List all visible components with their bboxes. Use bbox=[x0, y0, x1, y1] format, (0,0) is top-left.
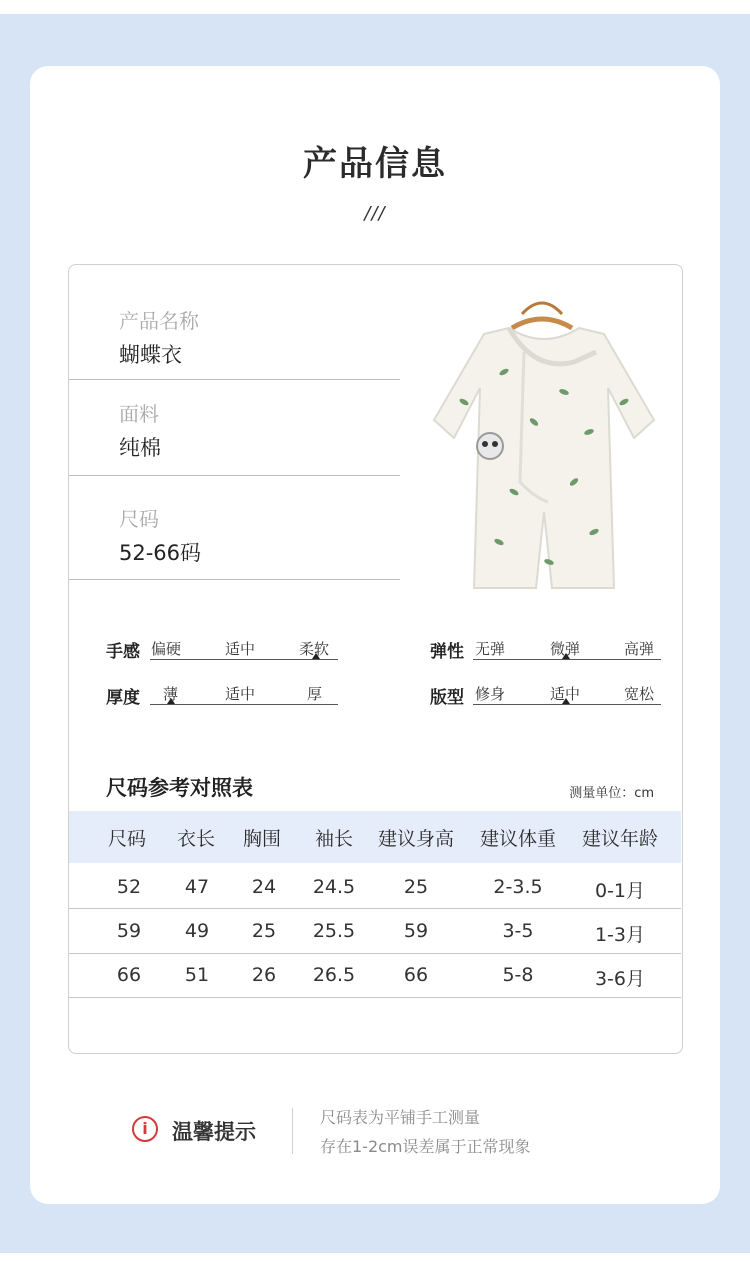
scale-option: 厚 bbox=[307, 685, 323, 703]
divider bbox=[69, 579, 400, 580]
table-cell: 25.5 bbox=[312, 920, 356, 942]
scale-option: 偏硬 bbox=[151, 640, 182, 658]
table-cell: 24 bbox=[251, 876, 277, 898]
product-name-label: 产品名称 bbox=[119, 309, 199, 333]
bottom-band bbox=[0, 1253, 750, 1261]
table-cell: 66 bbox=[403, 964, 429, 986]
scale-marker-fit bbox=[562, 698, 570, 704]
table-row-divider bbox=[69, 908, 681, 909]
column-header: 建议年龄 bbox=[581, 828, 658, 850]
scale-line-thickness bbox=[150, 704, 338, 705]
table-cell: 1-3月 bbox=[594, 924, 646, 946]
scale-label-thickness: 厚度 bbox=[106, 688, 140, 708]
scale-option: 适中 bbox=[550, 685, 581, 703]
info-icon: i bbox=[132, 1116, 158, 1142]
scale-label-fit: 版型 bbox=[430, 688, 464, 708]
table-cell: 26 bbox=[251, 964, 277, 986]
scale-label-elasticity: 弹性 bbox=[430, 642, 464, 662]
size-chart-unit: 测量单位：cm bbox=[569, 786, 654, 801]
scale-option: 无弹 bbox=[475, 640, 506, 658]
page-title: 产品信息 bbox=[303, 144, 447, 184]
scale-option: 适中 bbox=[225, 640, 256, 658]
column-header: 建议体重 bbox=[479, 828, 556, 850]
scale-option: 微弹 bbox=[550, 640, 581, 658]
scale-label-feel: 手感 bbox=[106, 642, 140, 662]
title-decoration: /// bbox=[364, 203, 386, 224]
tip-divider bbox=[292, 1108, 293, 1154]
tip-text-line-2: 存在1-2cm误差属于正常现象 bbox=[320, 1137, 531, 1156]
column-header: 建议身高 bbox=[377, 828, 454, 850]
table-cell: 26.5 bbox=[312, 964, 356, 986]
scale-option: 柔软 bbox=[299, 640, 330, 658]
table-row-divider bbox=[69, 997, 681, 998]
scale-option: 薄 bbox=[163, 685, 179, 703]
table-cell: 5-8 bbox=[502, 964, 534, 986]
table-cell: 66 bbox=[116, 964, 142, 986]
scale-line-fit bbox=[473, 704, 661, 705]
scale-line-elasticity bbox=[473, 659, 661, 660]
table-cell: 51 bbox=[184, 964, 210, 986]
table-cell: 25 bbox=[403, 876, 429, 898]
table-cell: 59 bbox=[116, 920, 142, 942]
table-cell: 3-5 bbox=[502, 920, 534, 942]
table-cell: 25 bbox=[251, 920, 277, 942]
scale-option: 修身 bbox=[475, 685, 506, 703]
divider bbox=[69, 379, 400, 380]
size-chart-title: 尺码参考对照表 bbox=[106, 776, 253, 800]
scale-option: 宽松 bbox=[624, 685, 655, 703]
product-name-value: 蝴蝶衣 bbox=[119, 343, 182, 367]
table-row-divider bbox=[69, 953, 681, 954]
table-cell: 3-6月 bbox=[594, 968, 646, 990]
table-cell: 49 bbox=[184, 920, 210, 942]
tip-title: 温馨提示 bbox=[172, 1120, 256, 1144]
tip-text-line-1: 尺码表为平铺手工测量 bbox=[320, 1108, 481, 1127]
table-cell: 52 bbox=[116, 876, 142, 898]
table-cell: 24.5 bbox=[312, 876, 356, 898]
scale-line-feel bbox=[150, 659, 338, 660]
scale-option: 高弹 bbox=[624, 640, 655, 658]
divider bbox=[69, 475, 400, 476]
column-header: 袖长 bbox=[314, 828, 353, 850]
scale-marker-thickness bbox=[167, 698, 175, 704]
scale-marker-elasticity bbox=[562, 653, 570, 659]
scale-option: 适中 bbox=[225, 685, 256, 703]
romper-product-image bbox=[424, 292, 664, 592]
column-header: 衣长 bbox=[176, 828, 215, 850]
top-band bbox=[0, 0, 750, 14]
size-label: 尺码 bbox=[119, 507, 159, 531]
table-cell: 0-1月 bbox=[594, 880, 646, 902]
size-value: 52-66码 bbox=[119, 541, 202, 565]
table-cell: 59 bbox=[403, 920, 429, 942]
table-cell: 2-3.5 bbox=[493, 876, 543, 898]
column-header: 尺码 bbox=[107, 828, 146, 850]
table-cell: 47 bbox=[184, 876, 210, 898]
scale-marker-feel bbox=[312, 653, 320, 659]
fabric-label: 面料 bbox=[119, 402, 159, 426]
column-header: 胸围 bbox=[242, 828, 281, 850]
fabric-value: 纯棉 bbox=[119, 436, 161, 460]
